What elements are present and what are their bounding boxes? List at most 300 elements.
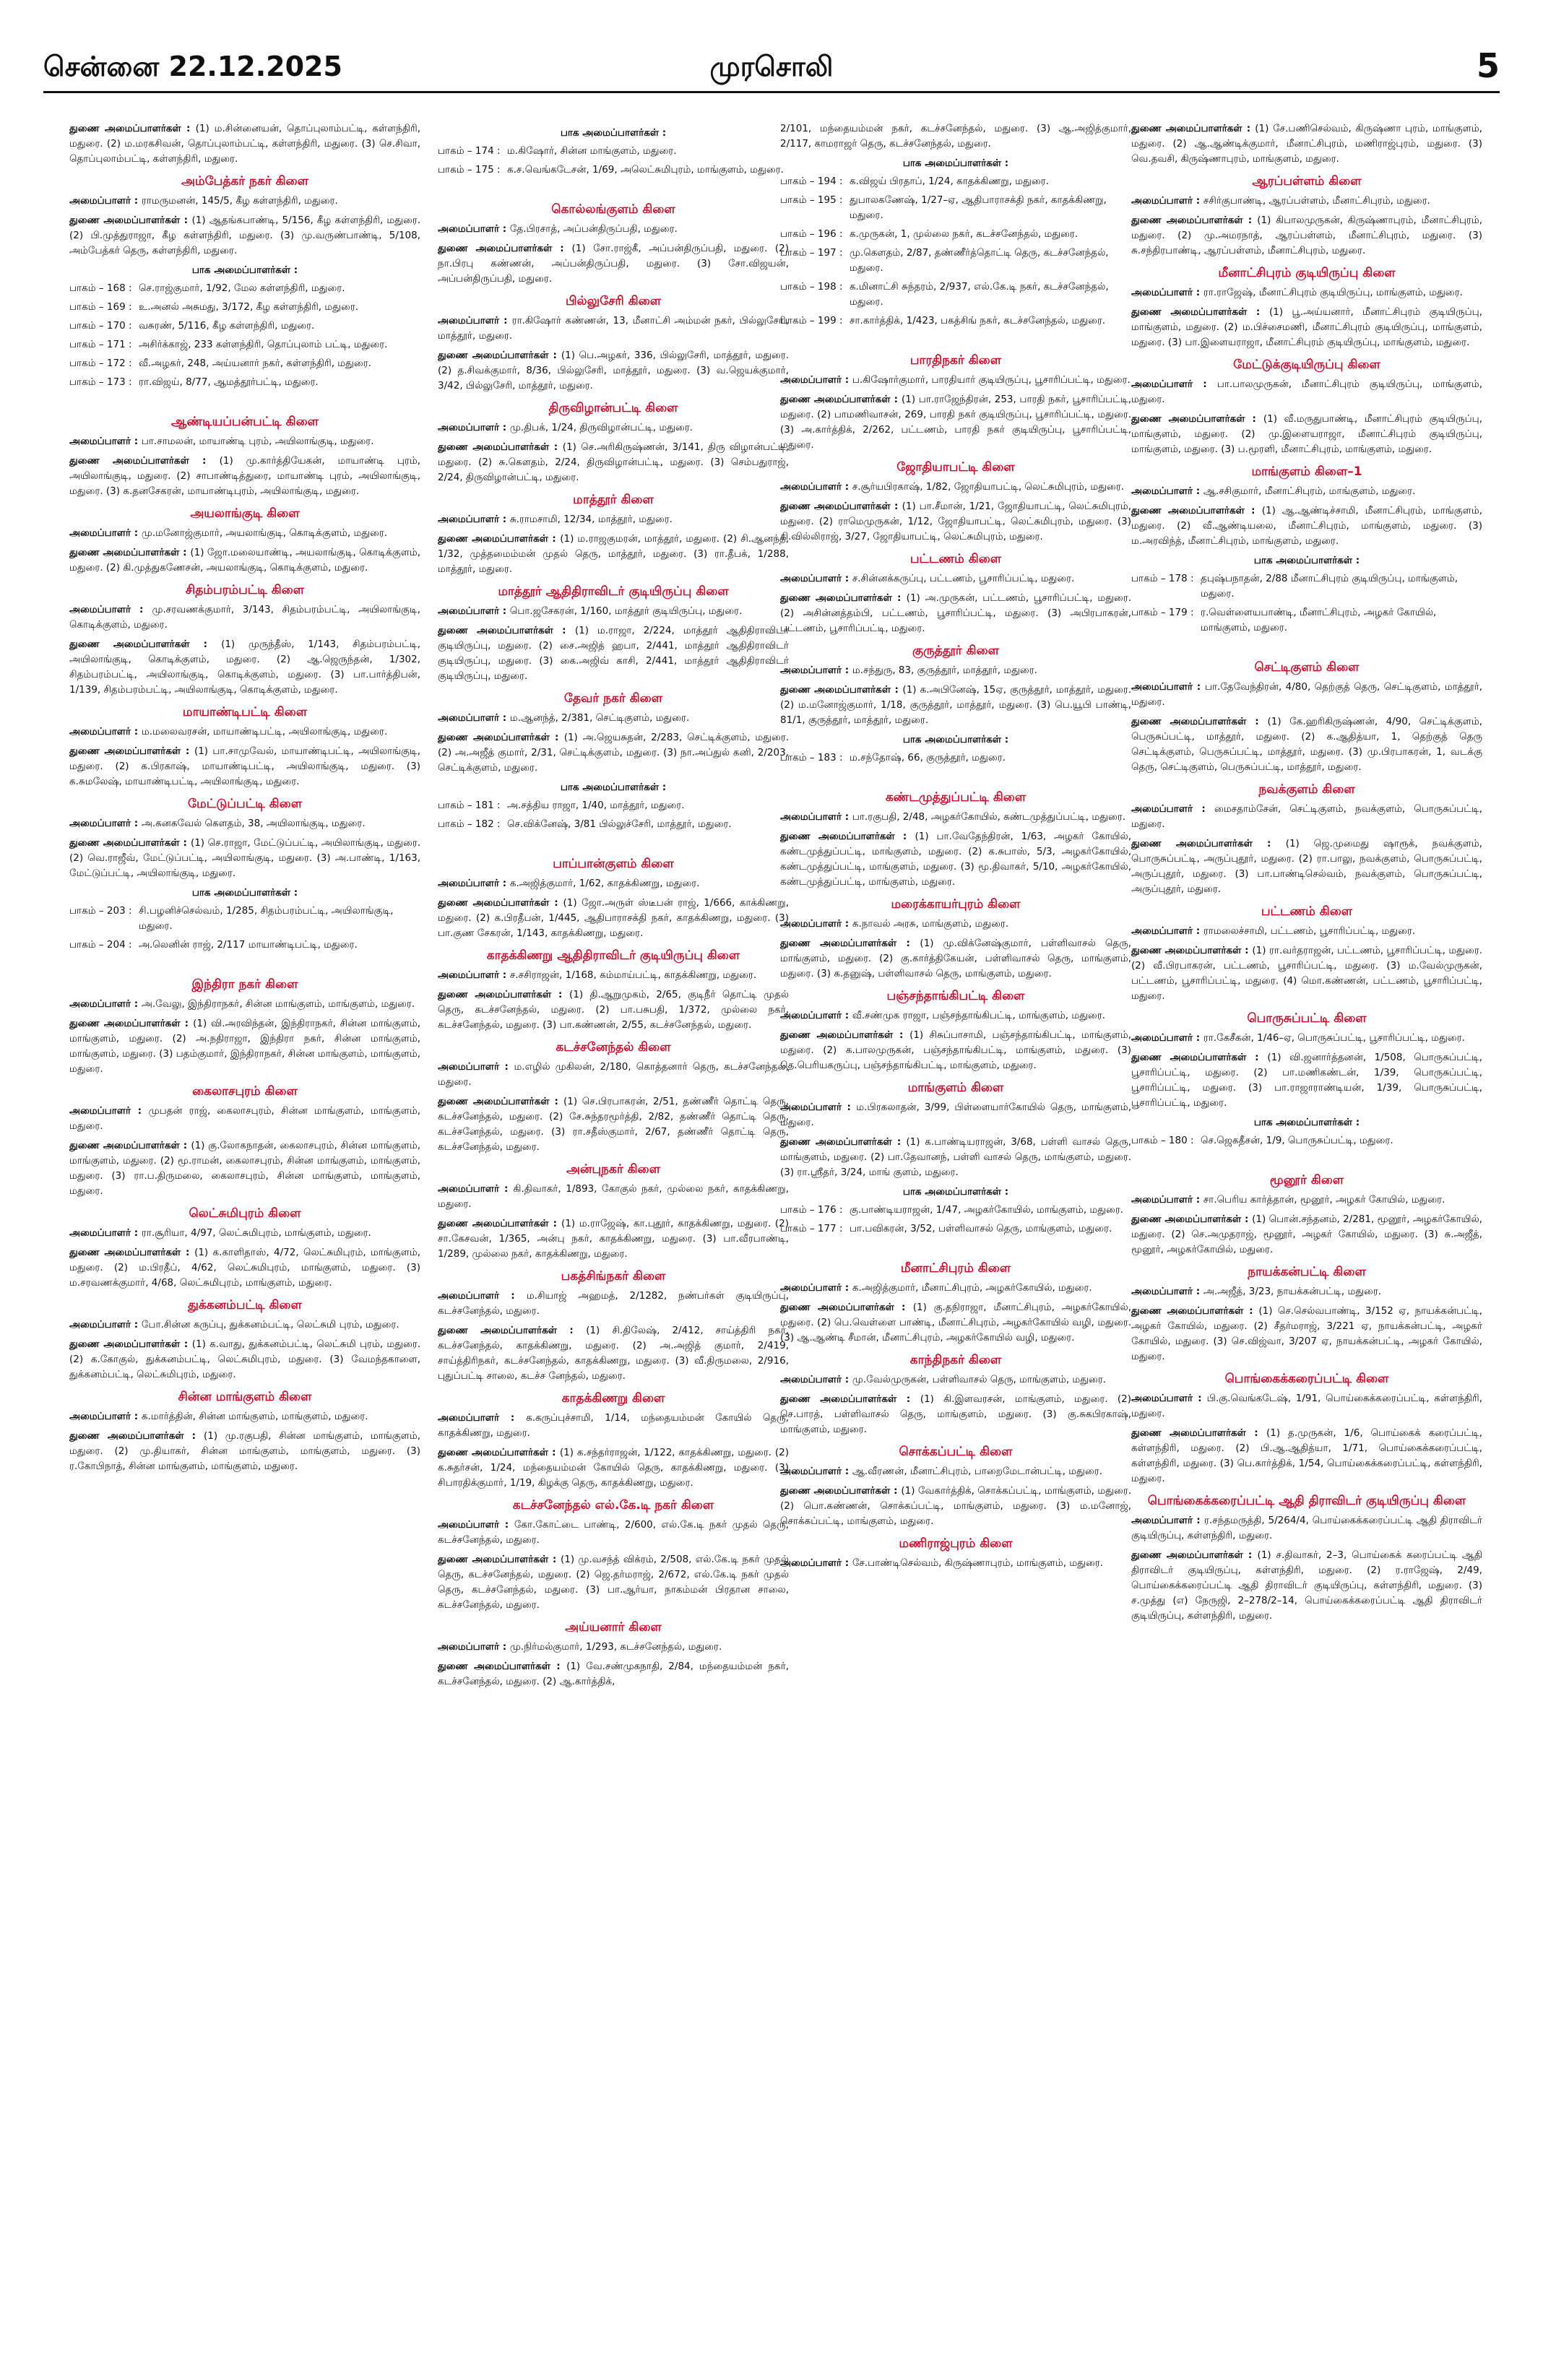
- field-value: சசிர்குபாண்டி, ஆரப்பள்ளம், மீனாட்சிபுரம், மதுரை.: [1203, 195, 1430, 207]
- field-value: (1) மு.கார்த்தியேகன், மாயாண்டி புரம், அயிலாங்குடி, மதுரை. (2) சாபாண்டித்துரை, மாயாண்டி புரம், அயிலாங்குடி, மதுரை. (3) க.தனசேகரன், மாயாண்டிபுரம், அயிலாங்குடி, மதுரை.: [69, 455, 420, 497]
- deputy-organizers: [438, 532, 789, 577]
- branch-section: [438, 1498, 789, 1613]
- booth-number: பாகம் – 197 :: [780, 247, 843, 259]
- deputy-organizers: [780, 1484, 1131, 1529]
- field-label: துணை அமைப்பாளர்கள் :: [69, 215, 192, 226]
- branch-title: பாப்பான்குளம் கிளை: [553, 857, 674, 871]
- field-label: துணை அமைப்பாளர்கள் :: [69, 455, 220, 467]
- field-label: அமைப்பாளர் :: [438, 422, 510, 433]
- branch-title: சிதம்பரம்பட்டி கிளை: [185, 583, 305, 597]
- field-value: (1) செ.அரிகிருஷ்ணன், 3/141, திரு விழான்பட்டி, மதுரை. (2) சு.கௌதம், 2/24, திருவிழான்பட்டி, மதுரை. (3) செம்பதுராஜ், 2/24, திருவிழான்பட்டி, மதுரை.: [438, 441, 789, 483]
- field-label: அமைப்பாளர் :: [780, 918, 852, 930]
- organizer: [438, 876, 789, 891]
- field-label: அமைப்பாளர் :: [69, 195, 142, 207]
- deputy-organizers: [438, 1659, 789, 1689]
- booth-organizer: துபாலகணேஷ், 1/27–ஏ, ஆதிபாராசக்தி நகர், காதக்கிணறு, மதுரை.: [850, 194, 1107, 221]
- field-label: துணை அமைப்பாளர்கள் :: [438, 732, 564, 743]
- field-label: அமைப்பாளர் :: [1131, 681, 1205, 693]
- booth-number: பாகம் – 170 :: [69, 320, 132, 332]
- organizer: [780, 1464, 1131, 1479]
- field-label: துணை அமைப்பாளர்கள் :: [438, 243, 572, 254]
- field-value: பி.கு.வெங்கடேஷ், 1/91, பொய்கைக்கரைப்பட்டி, கள்ளந்திரி, மதுரை.: [1131, 1393, 1482, 1419]
- field-value: (1) ம.சின்னையன், தொப்புலாம்பட்டி, கள்ளந்திரி, மதுரை. (2) ம.மரகசிவன், தொப்புலாம்பட்டி, கள்ளந்திரி, மதுரை. (3) செ.சிவா, தொப்புலாம்பட்டி, கள்ளந்திரி, மதுரை.: [69, 123, 420, 165]
- field-label: அமைப்பாளர் :: [69, 604, 152, 615]
- field-value: (1) பெ.அழகர், 336, பில்லுசேரி, மாத்தூர், மதுரை. (2) த.சிவக்குமார், 8/36, பில்லுசேரி, மாத்தூர், மதுரை. (3) வ.ஜெயக்குமார், 3/42, பில்லுசேரி, மாத்தூர், மதுரை.: [438, 350, 789, 391]
- field-label: துணை அமைப்பாளர்கள் :: [69, 547, 191, 558]
- branch-section: [438, 1620, 789, 1689]
- field-value: ரா.கிஷோர் கண்ணன், 13, மீனாட்சி அம்மன் நகர், பில்லுசேரி, மாத்தூர், மதுரை.: [438, 315, 789, 342]
- field-value: 2/101, மந்தையம்மன் நகர், கடச்சனேந்தல், மதுரை. (3) ஆ.அஜித்குமார், 2/117, காமராஜர் தெரு, கடச்சனேந்தல், மதுரை.: [780, 123, 1131, 150]
- field-value: க.நாவல் அரசு, மாங்குளம், மதுரை.: [852, 918, 1009, 930]
- branch-section: [1131, 660, 1482, 775]
- booth-organizer: செ.ஜெகதீசன், 1/9, பொருசுப்பட்டி, மதுரை.: [1201, 1135, 1393, 1146]
- field-value: (1) ம.ராஜகுமரன், மாத்தூர், மதுரை. (2) சி.ஆனந்த், 1/32, முத்தமைம்மன் முதல் தெரு, மாத்தூர், மதுரை. (3) ரா.தீபக், 1/288, மாத்தூர், மதுரை.: [438, 533, 789, 575]
- field-value: (1) பா.ராஜேந்திரன், 253, பாரதி நகர், பூசாரிப்பட்டி, மதுரை. (2) பாமணிவாசன், 269, பாரதி நகர் குடியிருப்பு, பூசாரிப்பட்டி, மதுரை. (3) அ.கார்த்திக், 2/262, பட்டணம், பாரதி நகர் குடியிருப்பு, பூசாரிப்பட்டி, மதுரை.: [780, 394, 1131, 451]
- field-label: அமைப்பாளர் :: [780, 1282, 852, 1294]
- branch-section: [69, 1390, 420, 1474]
- field-value: (1) ரா.வர்தராஜன், பட்டணம், பூசாரிப்பட்டி, மதுரை. (2) வீ.பிரபாகரன், பட்டணம், பூசாரிப்பட்டி, மதுரை. (3) ம.வேல்முருகன், பட்டணம், பூசாரிப்பட்டி, மதுரை. (4) மொ.கண்ணன், பட்டணம், பூசாரிப்பட்டி, மதுரை.: [1131, 945, 1482, 1002]
- booth-organizer: க.ச.வெங்கடேசன், 1/69, அலெட்சுமிபுரம், மாங்குளம், மதுரை.: [507, 164, 784, 176]
- deputy-organizers: [780, 1135, 1131, 1180]
- booth-entry: [780, 750, 1131, 766]
- booth-entry: [69, 375, 420, 390]
- booth-organizers-heading: பாக அமைப்பாளர்கள் :: [191, 887, 298, 899]
- deputy-organizers: [780, 499, 1131, 545]
- deputy-organizers: [69, 1138, 420, 1199]
- booth-number: பாகம் – 194 :: [780, 176, 843, 187]
- booth-organizer: அசிர்க்காஜ், 233 கள்ளந்திரி, தொப்புலாம் பட்டி, மதுரை.: [139, 339, 388, 350]
- branch-title: மீனாட்சிபுரம் குடியிருப்பு கிளை: [1218, 266, 1396, 280]
- field-label: அமைப்பாளர் :: [1131, 925, 1203, 937]
- field-label: அமைப்பாளர் :: [780, 374, 852, 386]
- field-value: ஆ.வீரணன், மீனாட்சிபுரம், பாறைமேடான்பட்டி, மதுரை.: [852, 1466, 1102, 1477]
- field-value: (1) ஆதங்கபாண்டி, 5/156, கீழ கள்ளந்திரி, மதுரை. (2) பி.முத்துராஜா, கீழ கள்ளந்திரி, மதுரை. (3) மு.வருண்பாண்டி, 5/108, அம்பேத்கர் தெரு, கள்ளந்திரி, மதுரை.: [69, 215, 420, 256]
- field-label: அமைப்பாளர் :: [1131, 803, 1215, 815]
- field-value: (1) சி.திலேஷ், 2/412, சாய்த்திரி நகர், கடச்சனேந்தல், காதக்கிணறு, மதுரை. (2) அ.அஜித் குமார், 2/419, சாய்த்திரிநகர், கடச்சனேந்தல், காதக்கிணறு, மதுரை. (3) வீ.திருமலை, 2/916, புதுப்பட்டி சாலை, கடச்ச னேந்தல், மதுரை.: [438, 1325, 789, 1382]
- branch-title: பஞ்சந்தாங்கிபட்டி கிளை: [886, 989, 1025, 1003]
- field-value: (1) செ.ராஜா, மேட்டுப்பட்டி, அயிலாங்குடி, மதுரை. (2) வெ.ராஜீவ், மேட்டுப்பட்டி, அயிலாங்குடி, மதுரை. (3) அ.பாண்டி, 1/163, மேட்டுப்பட்டி, அயிலாங்குடி, மதுரை.: [69, 837, 420, 879]
- branch-section: [1131, 904, 1482, 1004]
- deputy-organizers: [69, 454, 420, 499]
- organizer: [69, 526, 420, 541]
- branch-title: மேட்டுக்குடியிருப்பு கிளை: [1233, 358, 1380, 372]
- field-label: அமைப்பாளர் :: [438, 605, 510, 617]
- branch-title: குருத்தூர் கிளை: [912, 644, 999, 658]
- branch-title: துக்கனம்பட்டி கிளை: [188, 1298, 302, 1312]
- field-value: கி.திவாகர், 1/893, கோகுல் நகர், முல்லை நகர், காதக்கிணறு, மதுரை.: [438, 1183, 789, 1210]
- field-label: துணை அமைப்பாளர்கள் :: [1131, 306, 1269, 318]
- field-label: துணை அமைப்பாளர்கள் :: [69, 1140, 191, 1151]
- page-header: [43, 46, 1500, 93]
- field-label: அமைப்பாளர் :: [438, 1290, 527, 1302]
- booth-entry: [438, 163, 789, 178]
- field-value: (1) கு.லோகநாதன், கைலாசபுரம், சின்ன மாங்குளம், மாங்குளம், மதுரை. (2) மூ.ராமன், கைலாசபுரம், சின்ன மாங்குளம், மாங்குளம், மதுரை. (3) ரா.ப.திருமலை, கைலாசபுரம், சின்ன மாங்குளம், மாங்குளம், மதுரை.: [69, 1140, 420, 1197]
- booth-number: பாகம் – 183 :: [780, 752, 843, 763]
- field-label: துணை அமைப்பாளர்கள் :: [69, 1247, 195, 1258]
- deputy-organizers: [69, 637, 420, 698]
- field-label: துணை அமைப்பாளர்கள் :: [780, 938, 920, 949]
- continued-text: [780, 121, 1131, 152]
- field-value: (1) ஜோ.மலையாண்டி, அயலாங்குடி, கொடிக்குளம், மதுரை. (2) கி.முத்துகணேசன், அயலாங்குடி, கொடிக்குளம், மதுரை.: [69, 547, 420, 574]
- field-label: துணை அமைப்பாளர்கள் :: [1131, 838, 1286, 849]
- booth-entry: [780, 280, 1131, 310]
- field-label: அமைப்பாளர் :: [69, 527, 142, 539]
- field-value: ஆ.சசிகுமார், மீனாட்சிபுரம், மாங்குளம், மதுரை.: [1203, 485, 1416, 497]
- deputy-organizers: [1131, 412, 1482, 457]
- field-label: துணை அமைப்பாளர்கள் :: [780, 394, 902, 405]
- branch-section: [438, 1391, 789, 1491]
- branch-title: பொருசுப்பட்டி கிளை: [1247, 1011, 1367, 1026]
- booth-entry: [69, 300, 420, 315]
- page-number: 5: [1476, 46, 1500, 85]
- booth-number: பாகம் – 196 :: [780, 228, 843, 240]
- deputy-organizers: [1131, 213, 1482, 259]
- branch-title: அய்யனார் கிளை: [565, 1620, 662, 1635]
- branch-title: அன்புநகர் கிளை: [566, 1162, 660, 1177]
- branch-title: கண்டமுத்துப்பட்டி கிளை: [885, 790, 1026, 805]
- field-value: (1) ச.திவாகர், 2–3, பொய்கைக் கரைப்பட்டி ஆதி திராவிடர் குடியிருப்பு, கள்ளந்திரி, மதுரை. (2) ர.ராஜேஷ், 2/49, பொய்கைக்கரைப்பட்டி ஆதி திராவிடர் குடியிருப்பு, கள்ளந்திரி, மதுரை. (3) ச.முத்து (எ) நேருஜி, 2–278/2–14, பொய்கைக்கரைப்பட்டி ஆதி திராவிடர் குடியிருப்பு, கள்ளந்திரி, மதுரை.: [1131, 1549, 1482, 1622]
- organizer: [780, 571, 1131, 587]
- field-value: (1) க.அபினேஷ், 15ஏ, குருத்தூர், மாத்தூர், மதுரை. (2) ம.மனோஜ்குமார், 1/18, குருத்தூர், மாத்தூர், மதுரை. (3) பெ.யூபி பாண்டி, 81/1, குருத்தூர், மாத்தூர், மதுரை.: [780, 684, 1131, 726]
- organizer: [438, 711, 789, 726]
- field-label: துணை அமைப்பாளர்கள் :: [69, 639, 222, 650]
- organizer: [1131, 924, 1482, 939]
- booth-number: பாகம் – 177 :: [780, 1223, 843, 1234]
- field-label: துணை அமைப்பாளர்கள் :: [438, 1096, 563, 1107]
- field-label: அமைப்பாளர் :: [780, 1102, 857, 1113]
- booth-number: பாகம் – 168 :: [69, 282, 132, 294]
- branch-title: மேட்டுப்பட்டி கிளை: [187, 797, 303, 811]
- field-value: க.கருப்புச்சாமி, 1/14, மந்தையம்மன் கோயில் தெரு, காதக்கிணறு, மதுரை.: [438, 1412, 789, 1439]
- field-label: அமைப்பாளர் :: [438, 712, 510, 724]
- field-value: மைசதாம்சேன், செட்டிகுளம், நவக்குளம், பொருசுப்பட்டி, மதுரை.: [1131, 803, 1482, 830]
- field-value: (1) ம.ராஜா, 2/224, மாத்தூர் ஆதிதிராவிடர் குடியிருப்பு, மதுரை. (2) சை.அஜித் ஹபா, 2/441, மாத்தூர் ஆதிதிராவிடர் குடியிருப்பு, மதுரை. (3) கை.அஜிவ் காசி, 2/441, மாத்தூர் ஆதிதிராவிடர் குடியிருப்பு, மதுரை.: [438, 625, 789, 682]
- field-value: (1) பா.சீமான், 1/21, ஜோதியாபட்டி, லெட்சுமிபுரம், மதுரை. (2) ராமெமுருகன், 1/12, ஜோதியாபட்டி, லெட்சுமிபுரம், மதுரை. (3) கி.வில்லிராஜ், 3/27, ஜோதியாபட்டி, லெட்சுமிபுரம், மதுரை.: [780, 501, 1131, 542]
- field-value: ச.சசிராஜன், 1/168, கம்மாய்பட்டி, காதக்கிணறு, மதுரை.: [509, 969, 757, 981]
- deputy-organizers: [438, 1094, 789, 1155]
- branch-title: பகத்சிங்நகர் கிளை: [561, 1269, 666, 1284]
- branch-section: [69, 1298, 420, 1382]
- branch-section: [69, 121, 420, 167]
- organizer: [1131, 377, 1482, 407]
- field-value: (1) கி.இளவரசன், மாங்குளம், மதுரை. (2) செ.பாரத், பள்ளிவாசல் தெரு, மாங்குளம், மதுரை. (3) கு.சுகபிரகாஷ், மாங்குளம், மதுரை.: [780, 1393, 1131, 1435]
- deputy-organizers: [1131, 714, 1482, 775]
- field-value: (1) வி.ஜனார்த்தனன், 1/508, பொருசுப்பட்டி, பூசாரிப்பட்டி, மதுரை. (2) பா.மணிகண்டன், 1/39, பொருசுப்பட்டி, பூசாரிப்பட்டி, மதுரை. (3) பா.ராஜாராண்டியன், 1/39, பொருசுப்பட்டி, பூசாரிப்பட்டி, மதுரை.: [1131, 1052, 1482, 1109]
- branch-title: சொக்கப்பட்டி கிளை: [899, 1445, 1013, 1459]
- field-label: துணை அமைப்பாளர்கள் :: [780, 1136, 907, 1148]
- branch-section: [69, 506, 420, 576]
- booth-number: பாகம் – 171 :: [69, 339, 132, 350]
- field-label: துணை அமைப்பாளர்கள் :: [69, 1338, 192, 1350]
- field-label: அமைப்பாளர் :: [780, 1466, 852, 1477]
- field-label: அமைப்பாளர் :: [69, 818, 142, 829]
- field-value: பா.சாமலன், மாயாண்டி புரம், அயிலாங்குடி, மதுரை.: [141, 436, 374, 447]
- deputy-organizers: [69, 213, 420, 259]
- branch-section: [438, 1162, 789, 1262]
- field-label: துணை அமைப்பாளர்கள் :: [1131, 1213, 1253, 1225]
- field-label: துணை அமைப்பாளர்கள் :: [438, 533, 561, 545]
- deputy-organizers: [438, 623, 789, 684]
- booth-organizers-heading: பாக அமைப்பாளர்கள் :: [560, 782, 667, 793]
- branch-title: காந்திநகர் கிளை: [909, 1353, 1002, 1367]
- branch-title: மணிராஜ்புரம் கிளை: [899, 1536, 1013, 1551]
- field-value: ர.சந்தமருத்தி, 5/264/4, பொய்கைக்கரைப்பட்டி ஆதி திராவிடர் குடியிருப்பு, கள்ளந்திரி, மதுரை.: [1131, 1515, 1482, 1541]
- field-label: துணை அமைப்பாளர்கள் :: [1131, 1052, 1268, 1063]
- booth-entry: [438, 817, 789, 832]
- branch-section: [69, 1084, 420, 1199]
- field-value: க.மார்த்தின், சின்ன மாங்குளம், மாங்குளம், மதுரை.: [141, 1411, 368, 1422]
- field-label: துணை அமைப்பாளர்கள் :: [438, 897, 563, 909]
- field-label: துணை அமைப்பாளர்கள் :: [1131, 215, 1258, 226]
- field-value: (1) க.சந்தர்ராஜன், 1/122, காதக்கிணறு, மதுரை. (2) க.சுதர்சன், 1/24, மந்தையம்மன் கோயில் தெரு, காதக்கிணறு, மதுரை. (3) சிபாரதிக்குமார், 1/19, கிழக்கு தெரு, காதக்கிணறு, மதுரை.: [438, 1447, 789, 1489]
- branch-section: [1131, 1011, 1482, 1148]
- branch-section: [438, 1269, 789, 1384]
- deputy-organizers: [1131, 1548, 1482, 1624]
- branch-title: பொங்கைக்கரைப்பட்டி ஆதி திராவிடர் குடியிருப்பு கிளை: [1147, 1494, 1466, 1508]
- branch-title: கடச்சனேந்தல் கிளை: [556, 1040, 671, 1055]
- booth-number: பாகம் – 199 :: [780, 315, 843, 326]
- field-value: (1) வி.அரவிந்தன், இந்திராநகர், சின்ன மாங்குளம், மாங்குளம், மதுரை. (2) அ.நதிராஜா, இந்திரா நகர், சின்ன மாங்குளம், மாங்குளம், மதுரை. (3) பதம்குமார், இந்திராநகர், சின்ன மாங்குளம், மாங்குளம், மதுரை.: [69, 1018, 420, 1075]
- field-value: (1) அ.ஜெயசுதன், 2/283, செட்டிக்குளம், மதுரை. (2) அ.அஜீத் குமார், 2/31, செட்டிக்குளம், மதுரை. (3) நா.அப்துல் கனி, 2/203, செட்டிக்குளம், மதுரை.: [438, 732, 789, 774]
- booth-organizer: செ.விக்னேஷ், 3/81 பில்லுச்சேரி, மாத்தூர், மதுரை.: [507, 818, 732, 830]
- field-value: மு.நிர்மல்குமார், 1/293, கடச்சனேந்தல், மதுரை.: [509, 1641, 722, 1653]
- field-label: அமைப்பாளர் :: [1131, 1393, 1207, 1404]
- branch-title: ஜோதியாபட்டி கிளை: [896, 460, 1015, 475]
- field-label: அமைப்பாளர் :: [780, 1374, 852, 1385]
- booth-organizers-heading: பாக அமைப்பாளர்கள் :: [902, 734, 1009, 745]
- organizer: [69, 1409, 420, 1424]
- booth-entry: [438, 798, 789, 813]
- field-label: துணை அமைப்பாளர்கள் :: [438, 350, 561, 361]
- field-value: ச.சின்னக்கருப்பு, பட்டணம், பூசாரிப்பட்டி, மதுரை.: [852, 573, 1075, 584]
- branch-title: பட்டணம் கிளை: [909, 552, 1002, 566]
- deputy-organizers: [780, 829, 1131, 890]
- deputy-organizers: [438, 1552, 789, 1613]
- organizer: [438, 1518, 789, 1548]
- field-label: அமைப்பாளர் :: [438, 1412, 527, 1424]
- booth-number: பாகம் – 198 :: [780, 281, 843, 293]
- branch-section: [438, 294, 789, 394]
- organizer: [438, 420, 789, 436]
- field-label: அமைப்பாளர் :: [780, 665, 852, 676]
- organizer: [69, 1104, 420, 1134]
- branch-section: [780, 1081, 1131, 1237]
- booth-entry: [780, 1203, 1131, 1218]
- newspaper-title: முரசொலி: [709, 51, 834, 82]
- field-label: அமைப்பாளர் :: [69, 1319, 142, 1330]
- booth-entry: [69, 281, 420, 296]
- field-label: அமைப்பாளர் :: [1131, 1515, 1204, 1526]
- booth-number: பாகம் – 203 :: [69, 905, 132, 917]
- branch-title: சின்ன மாங்குளம் கிளை: [178, 1390, 312, 1404]
- branch-title: காதக்கிணறு ஆதிதிராவிடர் குடியிருப்பு கிளை: [486, 948, 740, 963]
- organizer: [438, 1060, 789, 1090]
- field-label: துணை அமைப்பாளர்கள் :: [1131, 1549, 1258, 1561]
- branch-section: [780, 353, 1131, 453]
- organizer: [438, 1289, 789, 1319]
- branch-section: [69, 174, 420, 390]
- booth-number: பாகம் – 176 :: [780, 1204, 843, 1216]
- branch-section: [69, 1206, 420, 1291]
- field-label: அமைப்பாளர் :: [780, 1557, 852, 1569]
- field-label: துணை அமைப்பாளர்கள் :: [69, 123, 196, 134]
- organizer: [1131, 1193, 1482, 1208]
- deputy-organizers: [780, 936, 1131, 982]
- organizer: [780, 373, 1131, 388]
- field-value: ரா.ராஜேஷ், மீனாட்சிபுரம் குடியிருப்பு, மாங்குளம், மதுரை.: [1203, 287, 1463, 298]
- booth-organizers-heading: பாக அமைப்பாளர்கள் :: [902, 1186, 1009, 1198]
- organizer: [780, 1281, 1131, 1296]
- organizer: [780, 1008, 1131, 1024]
- branch-title: மாயாண்டிபட்டி கிளை: [182, 705, 308, 719]
- field-label: அமைப்பாளர் :: [438, 1183, 514, 1195]
- field-value: அ.வேலு, இந்திராநகர், சின்ன மாங்குளம், மாங்குளம், மதுரை.: [141, 998, 415, 1010]
- booth-entry: [780, 1221, 1131, 1237]
- field-label: அமைப்பாளர் :: [1131, 287, 1203, 298]
- deputy-organizers: [438, 730, 789, 776]
- organizer: [1131, 680, 1482, 710]
- field-label: துணை அமைப்பாளர்கள் :: [780, 684, 903, 696]
- deputy-organizers: [438, 241, 789, 287]
- field-value: மு.வேல்முருகன், பள்ளிவாசல் தெரு, மாங்குளம், மதுரை.: [852, 1374, 1107, 1385]
- organizer: [1131, 1513, 1482, 1544]
- column-3: [780, 121, 1131, 2353]
- branch-title: பாரதிநகர் கிளை: [909, 353, 1002, 368]
- field-label: துணை அமைப்பாளர்கள் :: [780, 1302, 913, 1313]
- booth-entry: [1131, 605, 1482, 636]
- field-label: துணை அமைப்பாளர்கள் :: [69, 745, 194, 757]
- branch-title: செட்டிகுளம் கிளை: [1254, 660, 1360, 675]
- field-label: துணை அமைப்பாளர்கள் :: [438, 1218, 562, 1229]
- organizer: [1131, 1391, 1482, 1421]
- field-value: ராமலைச்சாமி, பட்டணம், பூசாரிப்பட்டி, மதுரை.: [1203, 925, 1416, 937]
- booth-organizer: க.மினாட்சி சுந்தரம், 2/937, எல்.கே.டி நகர், கடச்சனேந்தல், மதுரை.: [850, 281, 1109, 308]
- field-value: சே.பாண்டிசெல்வம், கிருஷ்ணாபுரம், மாங்குளம், மதுரை.: [852, 1557, 1104, 1569]
- field-value: (1) ஜோ.அருள் ஸ்டீபன் ராஜ், 1/666, காக்கிணறு, மதுரை. (2) க.பிரதீபன், 1/445, ஆதிபாராசக்தி நகர், காதக்கிணறு, மதுரை. (3) பா.குண சேகரன், 1/143, காதக்கிணறு, மதுரை.: [438, 897, 789, 939]
- field-value: (1) ஜெ.முமைது ஷாரூக், நவக்குளம், பொருசுப்பட்டி, அருப்புதூர், மதுரை. (2) ரா.பாலு, நவக்குளம், பொருசுப்பட்டி, அருப்புதூர், மதுரை. (3) பா.பாண்டிசெல்வம், நவக்குளம், பொருசுப்பட்டி, அருப்புதூர், மதுரை.: [1131, 838, 1482, 895]
- branch-section: [438, 126, 789, 178]
- field-label: துணை அமைப்பாளர்கள் :: [1131, 413, 1263, 425]
- booth-entry: [1131, 1133, 1482, 1148]
- field-label: அமைப்பாளர் :: [438, 223, 510, 235]
- field-value: (1) மு.வசந்த் விக்ரம், 2/508, எல்.கே.டி நகர் முதல் தெரு, கடச்சனேந்தல், மதுரை. (2) ஜெ.தர்மராஜ், 2/672, எல்.கே.டி நகர் முதல் தெரு, கடச்சனேந்தல், மதுரை. (3) பா.ஆர்யா, நாகம்மன் பிரதான சாலை, கடச்சனேந்தல், மதுரை.: [438, 1554, 789, 1611]
- field-value: கோ.கோட்டை பாண்டி, 2/600, எல்.கே.டி நகர் முதல் தெரு, கடச்சனேந்தல், மதுரை.: [438, 1519, 789, 1546]
- deputy-organizers: [69, 121, 420, 167]
- booth-organizer: அ.லெனின் ராஜ், 2/117 மாயாண்டிபட்டி, மதுரை.: [139, 939, 358, 951]
- deputy-organizers: [1131, 1304, 1482, 1364]
- field-value: தே.பிரசாத், அப்பன்திருப்பதி, மதுரை.: [509, 223, 678, 235]
- booth-organizer: செ.ராஜ்குமார், 1/92, மேல கள்ளந்திரி, மதுரை.: [139, 282, 345, 294]
- deputy-organizers: [780, 591, 1131, 636]
- branch-section: [780, 1445, 1131, 1529]
- branch-section: [69, 797, 420, 953]
- booth-organizers-heading: பாக அமைப்பாளர்கள் :: [1253, 1117, 1360, 1128]
- field-value: (1) கு.தநிராஜா, மீனாட்சிபுரம், அழகர்கோயில், மதுரை. (2) பெ.வெள்ளை பாண்டி, மீனாட்சிபுரம், அழகர்கோயில் வழி, மதுரை. (3) ஆ.ஆண்டி சீமான், மீனாட்சிபுரம், அழகர்கோயில் வழி, மதுரை.: [780, 1302, 1131, 1343]
- branch-title: பட்டணம் கிளை: [1261, 904, 1353, 919]
- booth-number: பாகம் – 195 :: [780, 194, 843, 206]
- field-value: (1) ம.ராஜேஷ், கா.புதூர், காதக்கிணறு, மதுரை. (2) சா.கேசவன், 1/365, அன்பு நகர், காதக்கிணறு, மதுரை. (3) பா.வீரபாண்டி, 1/289, முல்லை நகர், காதக்கிணறு, மதுரை.: [438, 1218, 789, 1260]
- branch-section: [438, 401, 789, 485]
- deputy-organizers: [69, 1016, 420, 1077]
- booth-entry: [780, 313, 1131, 329]
- booth-organizer: வசுரண், 5/116, கீழ கள்ளந்திரி, மதுரை.: [139, 320, 315, 332]
- field-label: துணை அமைப்பாளர்கள் :: [780, 831, 915, 842]
- field-value: (1) செ.பிரபாகரன், 2/51, தண்ணீர் தொட்டி தெரு, கடச்சனேந்தல், மதுரை. (2) சே.சுந்தரமூர்த்தி, 2/82, தண்ணீர் தொட்டி தெரு, கடச்சனேந்தல், மதுரை. (3) ரா.சதீஸ்குமார், 2/67, தண்ணீர் தொட்டி தெரு, கடச்சனேந்தல், மதுரை.: [438, 1096, 789, 1153]
- field-label: துணை அமைப்பாளர்கள் :: [438, 989, 570, 1000]
- field-label: துணை அமைப்பாளர்கள் :: [1131, 123, 1255, 134]
- deputy-organizers: [780, 1300, 1131, 1346]
- deputy-organizers: [438, 1323, 789, 1384]
- branch-section: [780, 1353, 1131, 1437]
- branch-section: [438, 1040, 789, 1155]
- field-value: ம.ஆனந்த், 2/381, செட்டிகுளம், மதுரை.: [509, 712, 690, 724]
- field-value: ராமருமனன், 145/5, கீழ கள்ளந்திரி, மதுரை.: [141, 195, 338, 207]
- city-date: சென்னை 22.12.2025: [43, 51, 342, 82]
- field-value: (1) வீ.மருதுபாண்டி, மீனாட்சிபுரம் குடியிருப்பு, மாங்குளம், மதுரை. (2) மு.இளையராஜா, மீனாட்சிபுரம் குடியிருப்பு, மாங்குளம், மதுரை. (3) ப.மூரளி, மீனாட்சிபுரம், மாங்குளம், மதுரை.: [1131, 413, 1482, 455]
- branch-section: [69, 415, 420, 499]
- booth-entry: [69, 938, 420, 953]
- organizer: [1131, 194, 1482, 209]
- branch-section: [69, 977, 420, 1077]
- booth-organizer: ர.வெள்ளையபாண்டி, மீனாட்சிபுரம், அழகர் கோயில், மாங்குளம், மதுரை.: [1201, 607, 1437, 633]
- field-value: (1) மு.ரகுபதி, சின்ன மாங்குளம், மாங்குளம், மதுரை. (2) மு.தியாகர், சின்ன மாங்குளம், மாங்குளம், மதுரை. (3) ர.கோபிநாத், சின்ன மாங்குளம், மாங்குளம், மதுரை.: [69, 1430, 420, 1472]
- branch-title: ஆரப்பள்ளம் கிளை: [1252, 174, 1362, 189]
- deputy-organizers: [1131, 943, 1482, 1004]
- field-value: போ.சின்ன கருப்பு, துக்கனம்பட்டி, லெட்சுமி புரம், மதுரை.: [141, 1319, 399, 1330]
- field-value: (1) க.காளிதாஸ், 4/72, லெட்சுமிபுரம், மாங்குளம், மதுரை. (2) ம.பிரதீப், 4/62, லெட்சுமிபுரம், மாங்குளம், மதுரை. (3) ம.சரவணக்குமார், 4/68, லெட்சுமிபுரம், மாங்குளம், மதுரை.: [69, 1247, 420, 1289]
- field-label: அமைப்பாளர் :: [1131, 485, 1203, 497]
- field-value: (1) மு.விக்னேஷ்குமார், பள்ளிவாசல் தெரு, மாங்குளம், மதுரை. (2) கு.கார்த்திகேயன், பள்ளிவாசல் தெரு, மாங்குளம், மதுரை. (3) க.தனுஷ், பள்ளிவாசல் தெரு, மாங்குளம், மதுரை.: [780, 938, 1131, 979]
- field-value: முபதன் ராஜ், கைலாசபுரம், சின்ன மாங்குளம், மாங்குளம், மதுரை.: [69, 1105, 420, 1132]
- branch-title: திருவிழான்பட்டி கிளை: [548, 401, 678, 415]
- branch-section: [1131, 1372, 1482, 1487]
- field-label: துணை அமைப்பாளர்கள் :: [780, 1393, 920, 1405]
- branch-title: அயலாங்குடி கிளை: [190, 506, 300, 521]
- field-label: அமைப்பாளர் :: [69, 1227, 142, 1239]
- column-2: [438, 121, 789, 2353]
- field-value: சு.ராமசாமி, 12/34, மாத்தூர், மதுரை.: [509, 514, 673, 525]
- branch-section: [1131, 174, 1482, 259]
- booth-entry: [780, 174, 1131, 189]
- booth-organizer: கு.பாண்டியராஜன், 1/47, அழகர்கோயில், மாங்குளம், மதுரை.: [850, 1204, 1124, 1216]
- branch-title: அம்பேத்கர் நகர் கிளை: [181, 174, 308, 189]
- field-label: துணை அமைப்பாளர்கள் :: [1131, 716, 1268, 727]
- deputy-organizers: [69, 1429, 420, 1474]
- branch-title: பில்லுசேரி கிளை: [565, 294, 662, 308]
- booth-number: பாகம் – 178 :: [1131, 573, 1194, 584]
- deputy-organizers: [780, 392, 1131, 453]
- branch-title: நவக்குளம் கிளை: [1258, 782, 1355, 797]
- deputy-organizers: [438, 987, 789, 1033]
- booth-organizer: மு.கௌதம், 2/87, தண்ணீர்த்தொட்டி தெரு, கடச்சனேந்தல், மதுரை.: [850, 247, 1109, 274]
- booth-number: பாகம் – 169 :: [69, 301, 132, 313]
- organizer: [438, 313, 789, 344]
- field-label: துணை அமைப்பாளர்கள் :: [1131, 1427, 1266, 1439]
- branch-section: [1131, 1265, 1482, 1364]
- deputy-organizers: [780, 683, 1131, 728]
- branch-section: [438, 857, 789, 941]
- field-label: அமைப்பாளர் :: [780, 481, 852, 493]
- field-label: அமைப்பாளர் :: [1131, 195, 1203, 207]
- booth-entry: [780, 227, 1131, 242]
- deputy-organizers: [1131, 836, 1482, 897]
- field-value: (1) த.முருகன், 1/6, பொய்கைக் கரைப்பட்டி, கள்ளந்திரி, மதுரை. (2) பி.ஆ.ஆதித்யா, 1/71, பொய்கைக்கரைப்பட்டி, கள்ளந்திரி, மதுரை. (3) பெ.கார்த்திக், 1/54, பொய்கைக்கரைப்பட்டி, கள்ளந்திரி, மதுரை.: [1131, 1427, 1482, 1484]
- booth-organizer: சி.பழனிச்செல்வம், 1/285, சிதம்பரம்பட்டி, அயிலாங்குடி, மதுரை.: [139, 905, 394, 932]
- booth-number: பாகம் – 204 :: [69, 939, 132, 951]
- field-value: பா.தேவேந்திரன், 4/80, தெற்குத் தெரு, செட்டிகுளம், மாத்தூர், மதுரை.: [1131, 681, 1482, 708]
- field-label: அமைப்பாளர் :: [438, 514, 510, 525]
- branch-title: மாங்குளம் கிளை–1: [1251, 464, 1362, 479]
